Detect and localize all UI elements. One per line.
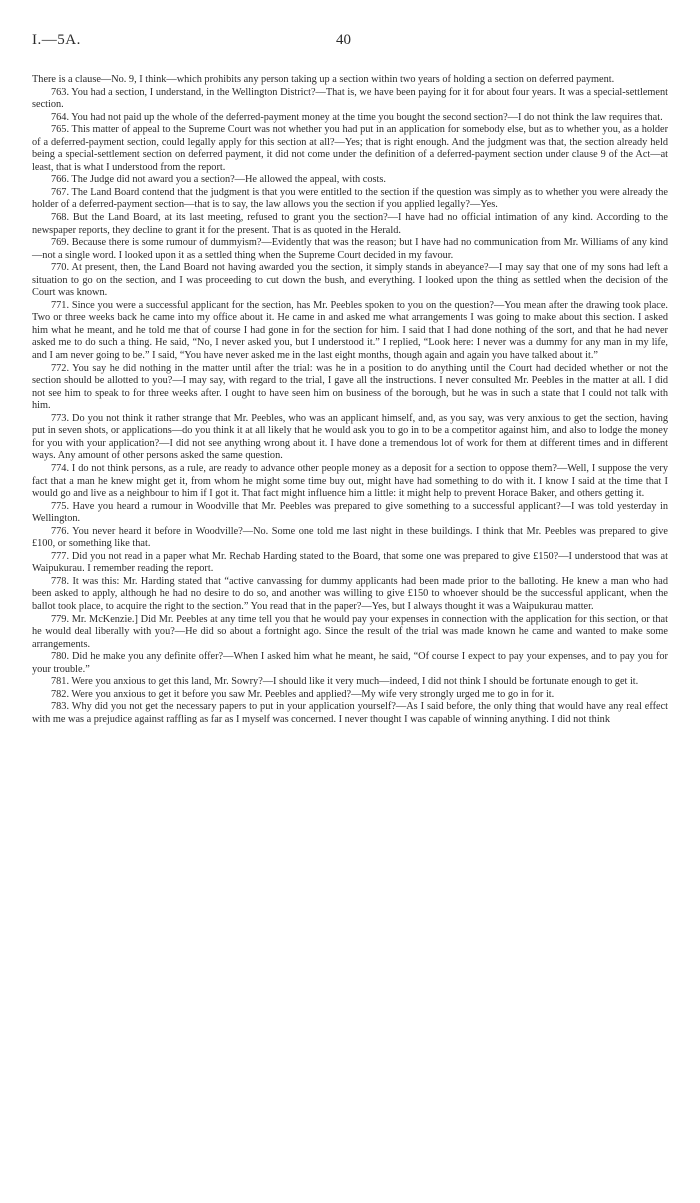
paragraph: 775. Have you heard a rumour in Woodville that Mr. Peebles was prepared to give something to a successful applicant?—I was told yesterday in Wellington. xyxy=(32,500,668,525)
paragraph: 780. Did he make you any definite offer?—When I asked him what he meant, he said, “Of course I expect to pay your expenses, and to pay you for your trouble.” xyxy=(32,651,668,675)
paragraph: 765. This matter of appeal to the Supreme Court was not whether you had put in an application for somebody else, but as to whether you, as a holder of a deferred-payment section, could legally apply for this section at all?—Yes; that is right enough. And the judgment was that, the section already held being a special-settlement section on deferred payment, it did not come under the definition of a deferred-payment section under clause 9 of the Act—at least, that is what I understood from the report. xyxy=(32,124,668,173)
paragraph: 766. The Judge did not award you a section?—He allowed the appeal, with costs. xyxy=(51,174,386,186)
page-number: 40 xyxy=(336,32,351,48)
paragraph: 767. The Land Board contend that the judgment is that you were entitled to the section if the question was simply as to whether you were already the holder of a deferred-payment section—that is to say, the law allows you the section if you applied legally?—Yes. xyxy=(32,186,668,211)
paragraph: 764. You had not paid up the whole of the deferred-payment money at the time you bought the second section?—I do not think the law requires that. xyxy=(51,111,663,123)
paragraph: There is a clause—No. 9, I think—which prohibits any person taking up a section within two years of holding a section on deferred payment. xyxy=(32,74,615,85)
paragraph: 768. But the Land Board, at its last meeting, refused to grant you the section?—I have had no official intimation of any kind. According to the newspaper reports, they decline to grant it for the present. That is as quoted in the Herald. xyxy=(32,212,668,236)
paragraph: 777. Did you not read in a paper what Mr. Rechab Harding stated to the Board, that some one was prepared to give £150?—I understood that was at Waipukurau. I remember reading the report. xyxy=(32,550,668,575)
document-page xyxy=(32,34,668,726)
page-header xyxy=(32,34,668,74)
document-body xyxy=(32,74,668,726)
paragraph: 774. I do not think persons, as a rule, are ready to advance other people money as a deposit for a section to oppose them?—Well, I suppose the very fact that a man he knew might get it, from whom he might some time buy out, might have had something to do with it. I know I said at the time that I would go and live as a neighbour to him if I got it. That fact might influence him a little: it might help to prevent Horace Baker, and others getting it. xyxy=(32,462,668,500)
paragraph: 773. Do you not think it rather strange that Mr. Peebles, who was an applicant himself, and, as you say, was very anxious to get the section, having put in seven shots, or applications—do you think it at all likely that he would ask you to go in to be a competitor against him, and also to lodge the money for you with your application?—I did not see anything wrong about it. I have done a tremendous lot of work for them at different times and in different ways. Any amount of other persons asked the same question. xyxy=(32,412,668,462)
paragraph: 763. You had a section, I understand, in the Wellington District?—That is, we have been paying for it for about four years. It was a special-settlement section. xyxy=(32,86,668,111)
paragraph: 782. Were you anxious to get it before you saw Mr. Peebles and applied?—My wife very strongly urged me to go in for it. xyxy=(51,688,555,700)
paragraph: 772. You say he did nothing in the matter until after the trial: was he in a position to do anything until the Court had decided whether or not the section should be allotted to you?—I may say, with regard to the trial, I gave all the instructions. I never consulted Mr. Peebles in the matter at all. I did not see him to speak to for three weeks after. I ought to have seen him on business of the borough, but he was in such a state that I could not talk with him. xyxy=(32,362,668,412)
paragraph: 779. Mr. McKenzie.] Did Mr. Peebles at any time tell you that he would pay your expenses in connection with the application for this section, or that he would deal liberally with you?—He did so about a fortnight ago. Since the result of the trial was made known he came and wanted to make some arrangements. xyxy=(32,613,668,650)
paragraph: 776. You never heard it before in Woodville?—No. Some one told me last night in these buildings. I think that Mr. Peebles was prepared to give £100, or something like that. xyxy=(32,525,668,550)
paragraph: 781. Were you anxious to get this land, Mr. Sowry?—I should like it very much—indeed, I did not think I should be fortunate enough to get it. xyxy=(51,676,639,688)
paragraph: 783. Why did you not get the necessary papers to put in your application yourself?—As I said before, the only thing that would have any real effect with me was a prejudice against raffling as far as I myself was concerned. I never thought I was capable of winning anything. I did not think xyxy=(32,701,668,725)
paragraph: 778. It was this: Mr. Harding stated that “active canvassing for dummy applicants had been made prior to the balloting. He knew a man who had been asked to apply, although he had no desire to do so, and another was willing to give £150 to whoever should be the successful applicant, when the ballot took place, to acquire the right to the section.” You read that in the paper?—Yes, but I always thought it was a Waipukurau matter. xyxy=(32,575,668,612)
document-reference: I.—5A. xyxy=(32,32,81,48)
paragraph: 769. Because there is some rumour of dummyism?—Evidently that was the reason; but I have had no communication from Mr. Williams of any kind—not a single word. I looked upon it as a settled thing when the Supreme Court decided in my favour. xyxy=(32,237,668,261)
paragraph: 771. Since you were a successful applicant for the section, has Mr. Peebles spoken to you on the question?—You mean after the drawing took place. Two or three weeks back he came into my office about it. He came in and asked me what arrangements I was going to make about this section. I asked him what he meant, and he told me that of course I had gone in for the section for him. I said that I had done nothing of the sort, and that he had never asked me to do such a thing. He said, “No, I never asked you, but I understood it.” I replied, “Look here: I never was a dummy for any man in my life, and I am never going to be.” I said, “You have never asked me in the last eight months, though again and again you have talked about it.” xyxy=(32,299,668,362)
paragraph: 770. At present, then, the Land Board not having awarded you the section, it simply stands in abeyance?—I may say that one of my sons had left a situation to go on the section, and I was proceeding to cut down the bush, and everything. I looked upon the thing as settled when the decision of the Court was known. xyxy=(32,262,668,299)
